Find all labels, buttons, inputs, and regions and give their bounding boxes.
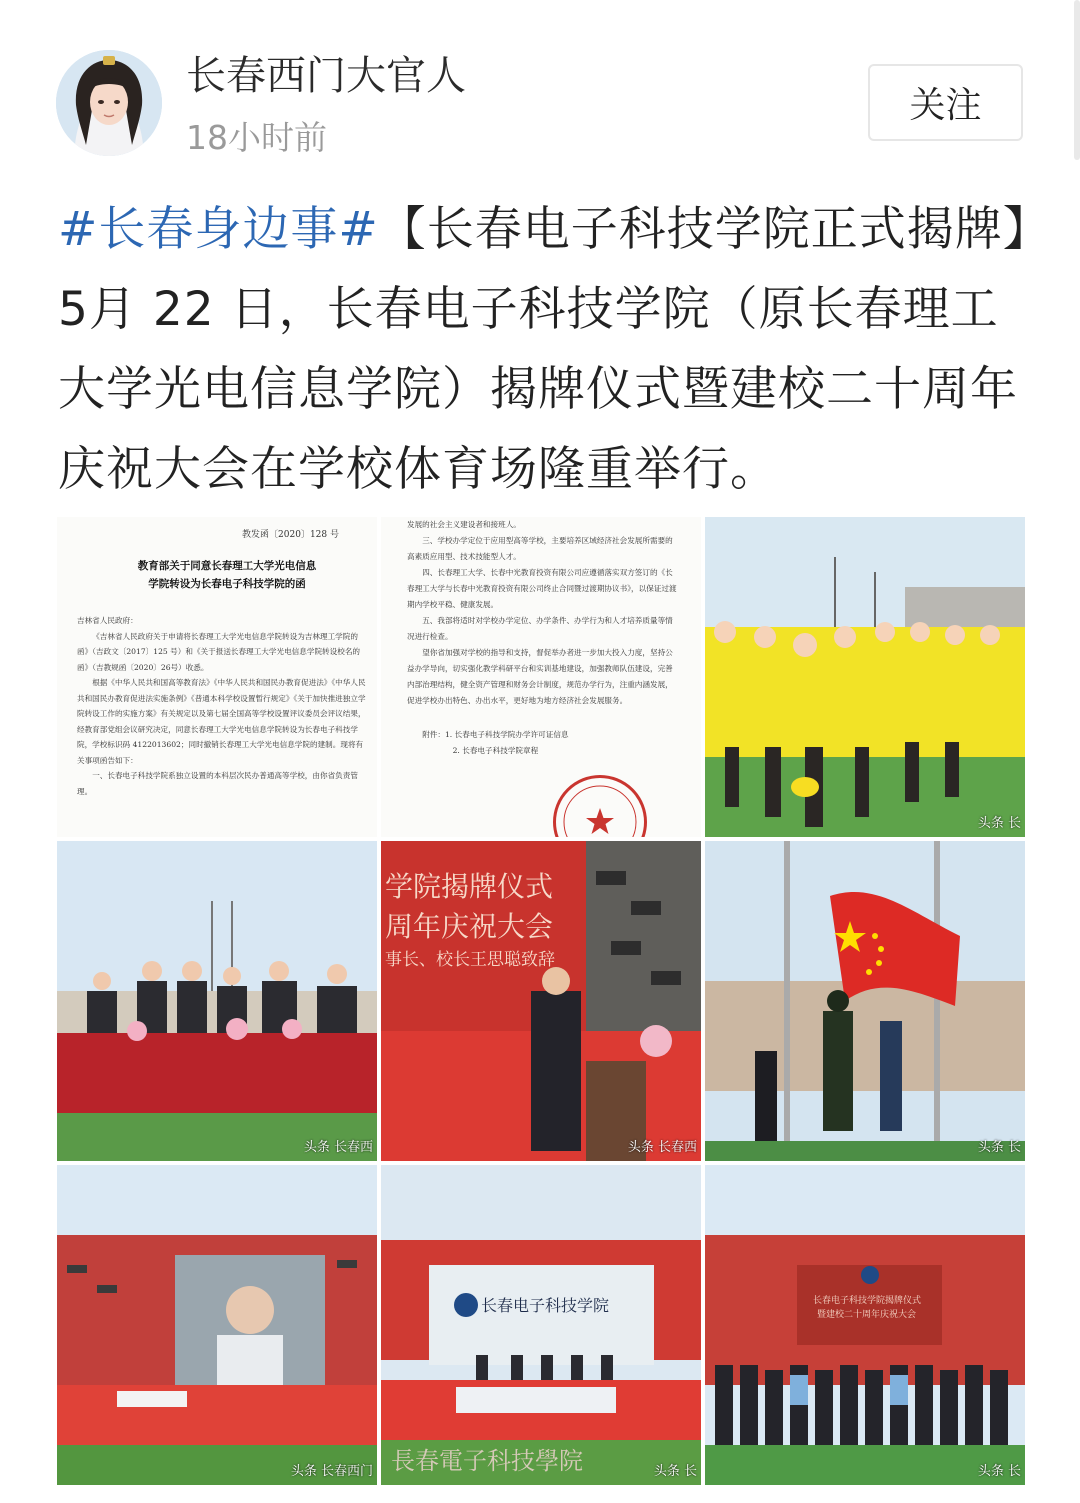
image-stage-school-name[interactable] [381, 1165, 701, 1485]
photo-group [705, 1165, 1025, 1485]
image-guests-seated[interactable] [57, 841, 377, 1161]
watermark: 头条 长春西 [627, 1140, 697, 1155]
doc-page2-line0: 发展的社会主义建设者和接班人。 [407, 520, 521, 529]
doc-title-line2: 学院转设为长春电子科技学院的函 [148, 578, 306, 590]
doc-page2-para3: 三、学校办学定位于应用型高等学校，主要培养区域经济社会发展所需要的高素质应用型、技术技能型人才。 [407, 536, 673, 561]
photo-guests [57, 841, 377, 1161]
author-avatar[interactable] [56, 50, 162, 156]
hashtag-link[interactable]: #长春身边事# [58, 202, 379, 257]
image-video-screen[interactable] [57, 1165, 377, 1485]
post-header [0, 0, 1080, 170]
image-flag-raising[interactable] [705, 841, 1025, 1161]
official-seal [553, 775, 647, 837]
doc-salutation: 吉林省人民政府： [77, 616, 138, 625]
image-speaker-podium[interactable] [381, 841, 701, 1161]
image-document-page1[interactable] [57, 517, 377, 837]
doc-para2: 根据《中华人民共和国高等教育法》《中华人民共和国民办教育促进法》《中华人民共和国民办教育促进法实施条例》《普通本科学校设置暂行规定》《关于加快推进独立学院转设工作的实施方案》有关规定以及第七届全国高等学校设置评议委员会评议结果，经教育部党组会议研究决定，同意长春理工大学光电信息学院转设为长春电子科技学院，学校标识码 4122013602；同时撤销长春理工大学光电信息学院的建制。现将有关事项函告如下： [77, 678, 366, 765]
watermark: 头条 长春西 [303, 1140, 373, 1155]
banner-line2: 周年庆祝大会 [385, 910, 554, 943]
photo-stage [381, 1165, 701, 1485]
post-text [58, 190, 1028, 510]
watermark: 头条 长 [977, 1140, 1021, 1155]
doc-title-line1: 教育部关于同意长春理工大学光电信息 [137, 560, 317, 572]
doc-title [77, 557, 377, 593]
post-time: 18小时前 [186, 118, 327, 157]
doc-page2-para6: 望你省加强对学校的指导和支持，督促举办者进一步加大投入力度，坚持公益办学导向，切实强化教学科研平台和实训基地建设，加强教师队伍建设，完善内部治理结构，健全资产管理和财务会计制度，规范办学行为，注重内涵发展，促进学校办出特色、办出水平，更好地为地方经济社会发展服务。 [407, 648, 673, 705]
watermark: 头条 长 [977, 1464, 1021, 1479]
photo-students [705, 517, 1025, 837]
doc-page2-para4: 四、长春理工大学、长春中光教育投资有限公司应遵循落实双方签订的《长春理工大学与长春中光教育投资有限公司终止合同暨过渡期协议书》，以保证过渡期内学校平稳、健康发展。 [407, 568, 677, 609]
doc-para1: 《吉林省人民政府关于申请将长春理工大学光电信息学院转设为吉林理工学院的函》（吉政文〔2017〕125 号）和《关于报送长春理工大学光电信息学院转设校名的函》（吉教规函〔2020〕26号）收悉。 [77, 631, 361, 672]
banner-line3: 事长、校长王思聪致辞 [385, 950, 555, 970]
banner-screen: 长春电子科技学院 [481, 1296, 610, 1315]
banner-line1: 学院揭牌仪式 [385, 870, 554, 903]
banner-group-line2: 暨建校二十周年庆祝大会 [817, 1310, 917, 1320]
doc-attachment2: 2. 长春电子科技学院章程 [452, 746, 539, 755]
seal-star-icon [556, 778, 644, 837]
avatar-illustration [56, 50, 162, 156]
author-name[interactable]: 长春西门大官人 [186, 53, 466, 99]
watermark: 头条 长 [977, 816, 1021, 831]
photo-screen [57, 1165, 377, 1485]
doc-attachment1: 附件：1. 长春电子科技学院办学许可证信息 [422, 730, 569, 739]
doc-page2-para5: 五、我部将适时对学校办学定位、办学条件、办学行为和人才培养质量等情况进行检查。 [407, 616, 673, 641]
image-grid [57, 517, 1025, 1482]
banner-ground: 長春電子科技學院 [391, 1447, 583, 1475]
follow-button[interactable]: 关注 [868, 64, 1023, 141]
image-document-page2[interactable] [381, 517, 701, 837]
image-students-yellow[interactable] [705, 517, 1025, 837]
image-group-photo[interactable] [705, 1165, 1025, 1485]
doc-number: 教发函〔2020〕128 号 [242, 530, 339, 540]
photo-flag [705, 841, 1025, 1161]
watermark: 头条 长春西门 [290, 1464, 373, 1479]
banner-group-line1: 长春电子科技学院揭牌仪式 [813, 1296, 922, 1306]
post-body: 【长春电子科技学院正式揭牌】5月 22 日，长春电子科技学院（原长春理工大学光电信息学院）揭牌仪式暨建校二十周年庆祝大会在学校体育场隆重举行。 [58, 202, 1028, 497]
scrollbar[interactable] [1074, 0, 1080, 160]
watermark: 头条 长 [653, 1464, 697, 1479]
doc-body [77, 613, 367, 799]
doc-page2-body [407, 517, 677, 759]
doc-para3: 一、长春电子科技学院系独立设置的本科层次民办普通高等学校，由你省负责管理。 [77, 771, 358, 796]
